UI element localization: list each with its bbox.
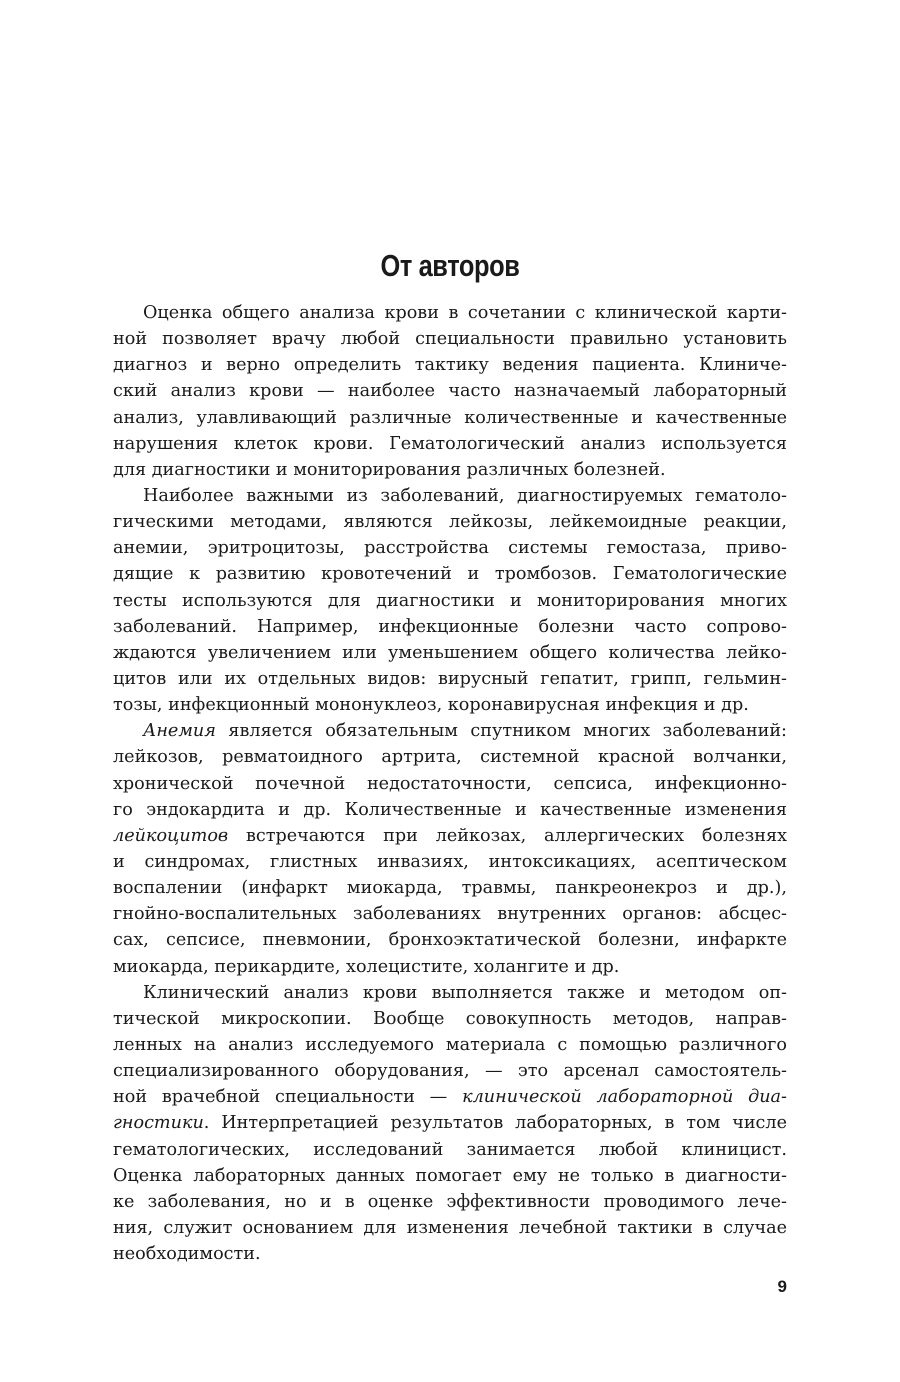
italic-term: гностики <box>113 1113 204 1134</box>
text-line: необходимости. <box>113 1244 261 1265</box>
text-line: ждаются увеличением или уменьшением общего количества лейко- <box>113 642 787 663</box>
text-line: Наиболее важными из заболеваний, диагностируемых гематоло- <box>143 485 787 506</box>
text-fragment: . Интерпретацией результатов лабораторных, в том числе <box>203 1113 787 1134</box>
text-line: дящие к развитию кровотечений и тромбозов. Гематологические <box>113 564 787 585</box>
text-line: ке заболевания, но и в оценке эффективности проводимого лече- <box>113 1191 787 1212</box>
text-line <box>113 1110 787 1136</box>
text-line: сах, сепсисе, пневмонии, бронхоэктатической болезни, инфаркте <box>113 930 787 951</box>
text-line: анемии, эритроцитозы, расстройства системы гемостаза, приво- <box>113 538 787 559</box>
text-line: тической микроскопии. Вообще совокупность методов, направ- <box>113 1008 787 1029</box>
text-line: гематологических, исследований занимается любой клиницист. <box>113 1139 787 1160</box>
italic-term: Анемия <box>143 721 216 742</box>
text-line: Клинический анализ крови выполняется также и методом оп- <box>143 982 787 1003</box>
page-number: 9 <box>777 1277 787 1296</box>
text-line: миокарда, перикардите, холецистите, холангите и др. <box>113 956 620 977</box>
text-line: ленных на анализ исследуемого материала с помощью различного <box>113 1034 787 1055</box>
paragraph-4 <box>113 980 787 1268</box>
text-line <box>113 718 787 744</box>
text-line: гнойно-воспалительных заболеваниях внутренних органов: абсцес- <box>113 904 787 925</box>
text-line <box>113 823 787 849</box>
text-line: ский анализ крови — наиболее часто назначаемый лабораторный <box>113 381 787 402</box>
text-line: лейкозов, ревматоидного артрита, системной красной волчанки, <box>113 747 787 768</box>
paragraph-1 <box>113 300 787 483</box>
text-line: нарушения клеток крови. Гематологический анализ используется <box>113 433 787 454</box>
text-line: ния, служит основанием для изменения лечебной тактики в случае <box>113 1217 787 1238</box>
text-line: гическими методами, являются лейкозы, лейкемоидные реакции, <box>113 512 787 533</box>
text-line: воспалении (инфаркт миокарда, травмы, панкреонекроз и др.), <box>113 878 787 899</box>
paragraph-3 <box>113 718 787 979</box>
paragraph-2 <box>113 483 787 718</box>
text-line: ной позволяет врачу любой специальности правильно установить <box>113 329 787 350</box>
text-line: Оценка лабораторных данных помогает ему не только в диагности- <box>113 1165 787 1186</box>
text-line: тозы, инфекционный мононуклеоз, коронавирусная инфекция и др. <box>113 695 749 716</box>
text-line: го эндокардита и др. Количественные и качественные изменения <box>113 799 787 820</box>
text-line: хронической почечной недостаточности, сепсиса, инфекционно- <box>113 773 787 794</box>
page-title: От авторов <box>380 248 520 283</box>
text-line: заболеваний. Например, инфекционные болезни часто сопрово- <box>113 616 787 637</box>
text-fragment: ной врачебной специальности — <box>113 1087 463 1108</box>
text-line: цитов или их отдельных видов: вирусный гепатит, грипп, гельмин- <box>113 668 787 689</box>
text-fragment: является обязательным спутником многих заболеваний: <box>215 721 787 742</box>
italic-term: клинической лабораторной диа- <box>462 1087 787 1108</box>
body-text <box>113 300 787 1267</box>
text-fragment: встречаются при лейкозах, аллергических болезнях <box>228 825 787 846</box>
text-line: анализ, улавливающий различные количественные и качественные <box>113 407 787 428</box>
text-line: специализированного оборудования, — это арсенал самостоятель- <box>113 1061 787 1082</box>
text-line: Оценка общего анализа крови в сочетании с клинической карти- <box>143 303 787 323</box>
text-line: для диагностики и мониторирования различных болезней. <box>113 459 666 480</box>
text-line <box>113 1084 787 1110</box>
text-line: тесты используются для диагностики и мониторирования многих <box>113 590 787 611</box>
text-line: диагноз и верно определить тактику ведения пациента. Клиниче- <box>113 355 787 376</box>
italic-term: лейкоцитов <box>113 825 229 846</box>
text-line: и синдромах, глистных инвазиях, интоксикациях, асептическом <box>113 851 787 872</box>
